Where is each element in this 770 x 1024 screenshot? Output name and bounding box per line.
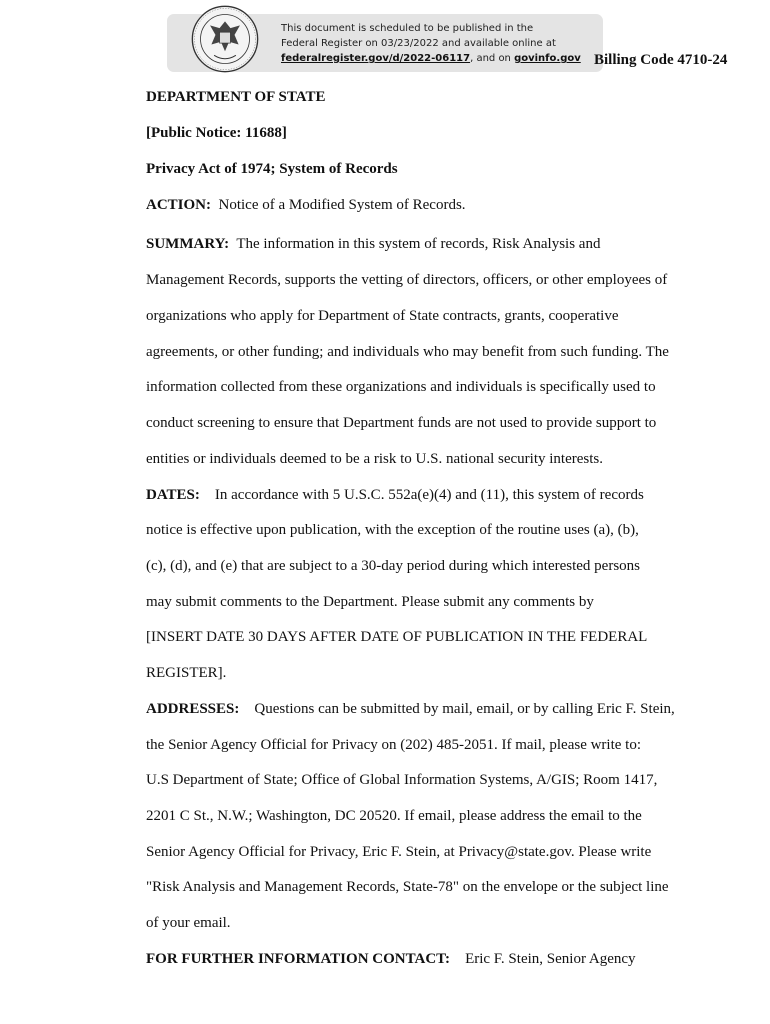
addresses-line-4: 2201 C St., N.W.; Washington, DC 20520. If email, please address the email to the	[146, 808, 642, 824]
contact-text: Eric F. Stein, Senior Agency	[465, 951, 636, 967]
dates-line-1: DATES: In accordance with 5 U.S.C. 552a(e)(4) and (11), this system of records	[146, 487, 644, 503]
addresses-line-2: the Senior Agency Official for Privacy on (202) 485-2051. If mail, please write to:	[146, 737, 642, 753]
dates-line-5: [INSERT DATE 30 DAYS AFTER DATE OF PUBLICATION IN THE FEDERAL	[146, 629, 648, 645]
federalregister-link[interactable]: federalregister.gov/d/2022-06117	[281, 53, 471, 64]
action-line	[146, 196, 466, 214]
summary-line-3: organizations who apply for Department of State contracts, grants, cooperative	[146, 308, 619, 324]
addresses-line-3: U.S Department of State; Office of Global Information Systems, A/GIS; Room 1417,	[146, 772, 658, 788]
banner-line-2: Federal Register on 03/23/2022 and available online at	[281, 38, 556, 49]
summary-line-2: Management Records, supports the vetting of directors, officers, or other employees of	[146, 272, 668, 288]
dates-line-3: (c), (d), and (e) that are subject to a 30-day period during which interested persons	[146, 558, 640, 574]
banner-text	[281, 21, 599, 66]
addresses-line-7: of your email.	[146, 915, 231, 931]
national-archives-seal-icon	[191, 5, 259, 73]
public-notice: [Public Notice: 11688]	[146, 125, 287, 141]
banner-line-3	[281, 51, 599, 66]
dates-line-4: may submit comments to the Department. Please submit any comments by	[146, 594, 594, 610]
action-text: Notice of a Modified System of Records.	[218, 197, 466, 213]
action-label: ACTION:	[146, 197, 212, 213]
contact-label: FOR FURTHER INFORMATION CONTACT:	[146, 951, 451, 967]
banner-separator: , and on	[470, 53, 515, 64]
addresses-label: ADDRESSES:	[146, 701, 240, 717]
dates-line-6: REGISTER].	[146, 665, 227, 681]
summary-label: SUMMARY:	[146, 236, 230, 252]
dates-line-2: notice is effective upon publication, with the exception of the routine uses (a), (b),	[146, 522, 639, 538]
addresses-line-1: ADDRESSES: Questions can be submitted by mail, email, or by calling Eric F. Stein,	[146, 701, 675, 717]
summary-line-7: entities or individuals deemed to be a risk to U.S. national security interests.	[146, 451, 603, 467]
summary-line-4: agreements, or other funding; and individuals who may benefit from such funding. The	[146, 344, 669, 360]
department-heading: DEPARTMENT OF STATE	[146, 89, 326, 105]
govinfo-link[interactable]: govinfo.gov	[514, 53, 581, 64]
summary-line-5: information collected from these organizations and individuals is specifically used to	[146, 379, 656, 395]
addresses-line-5: Senior Agency Official for Privacy, Eric F. Stein, at Privacy@state.gov. Please write	[146, 844, 652, 860]
document-title: Privacy Act of 1974; System of Records	[146, 161, 398, 177]
summary-line-6: conduct screening to ensure that Department funds are not used to provide support to	[146, 415, 657, 431]
summary-line-1: SUMMARY: The information in this system of records, Risk Analysis and	[146, 236, 601, 252]
banner-line-1: This document is scheduled to be published in the	[281, 23, 534, 34]
contact-line	[146, 950, 636, 968]
publication-banner	[167, 14, 603, 72]
dates-label: DATES:	[146, 487, 200, 503]
addresses-line-6: "Risk Analysis and Management Records, State-78" on the envelope or the subject line	[146, 879, 669, 895]
billing-code: Billing Code 4710-24	[594, 52, 728, 68]
